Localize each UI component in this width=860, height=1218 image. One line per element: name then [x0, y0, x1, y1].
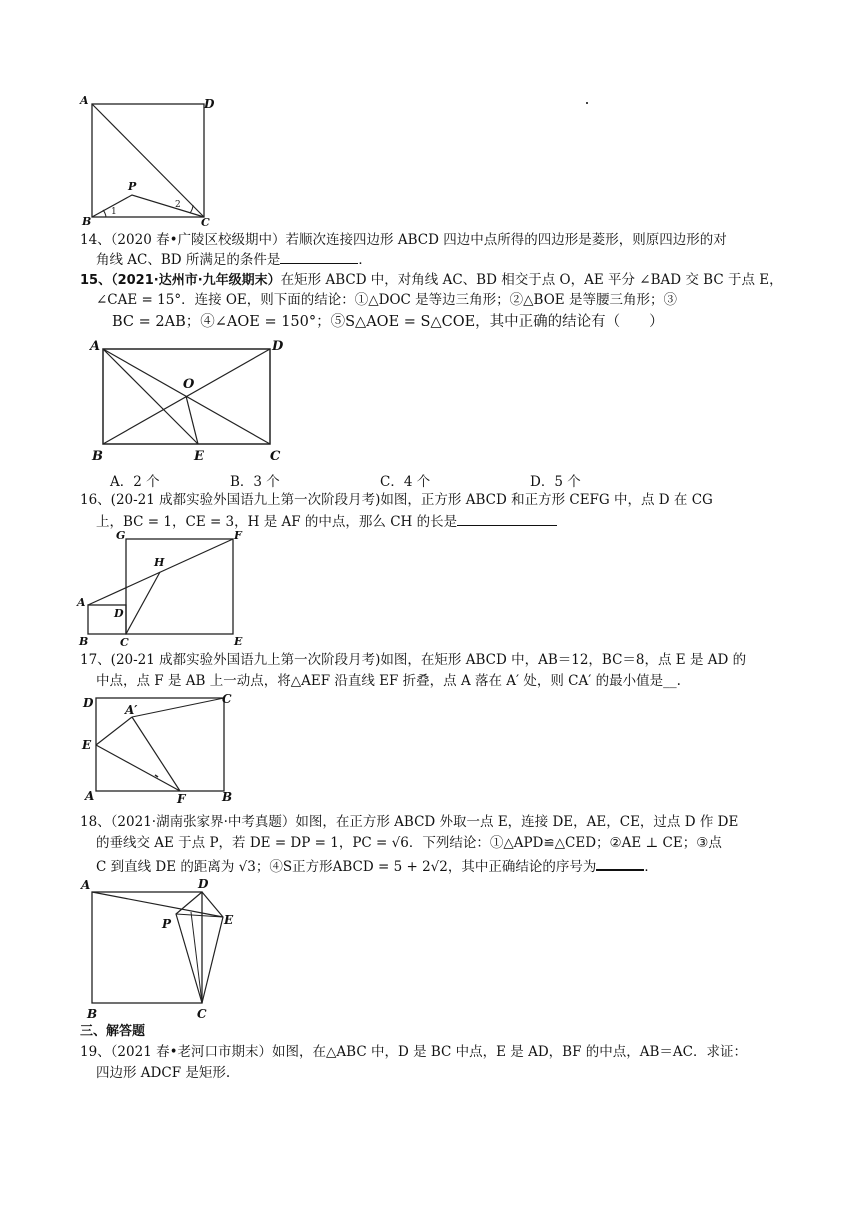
label-C: C	[270, 449, 281, 464]
label-B: B	[82, 215, 92, 227]
label-B: B	[87, 1007, 98, 1021]
figure-q15	[88, 336, 298, 466]
label-E: E	[224, 913, 234, 927]
q16-answer-blank[interactable]	[457, 525, 557, 526]
label-P: P	[128, 180, 137, 193]
label-A: A	[81, 878, 91, 892]
q19-line2: 四边形 ADCF 是矩形.	[96, 1065, 231, 1081]
label-E: E	[194, 449, 204, 464]
label-O: O	[183, 377, 195, 392]
label-C: C	[222, 692, 232, 706]
q16-line1: 16、(20-21 成都实验外国语九上第一次阶段月考)如图，正方形 ABCD 和正方形 CEFG 中，点 D 在 CG	[80, 492, 713, 508]
q15-line3: BC = 2AB；④∠AOE = 150°；⑤S△AOE = S△COE，其中正确的结论有（ ）	[112, 314, 664, 330]
q15-option-b[interactable]: B．3 个	[230, 474, 280, 490]
q17-line1: 17、(20-21 成都实验外国语九上第一次阶段月考)如图，在矩形 ABCD 中，AB＝12，BC＝8，点 E 是 AD 的	[80, 652, 747, 668]
q18-answer-blank[interactable]	[596, 869, 644, 871]
q18-line1: 18、（2021·湖南张家界·中考真题）如图，在正方形 ABCD 外取一点 E，连接 DE，AE，CE，过点 D 作 DE	[80, 814, 739, 830]
label-E: E	[234, 635, 243, 648]
label-D: D	[272, 339, 284, 354]
label-A: A	[80, 94, 89, 107]
q16-line2: 上，BC = 1，CE = 3，H 是 AF 的中点，那么 CH 的长是	[96, 513, 557, 531]
label-D: D	[83, 696, 94, 710]
label-P: P	[162, 917, 172, 931]
figure-q16	[76, 528, 256, 648]
q17-line2: 中点，点 F 是 AB 上一动点，将△AEF 沿直线 EF 折叠，点 A 落在 A′ 处，则 CA′ 的最小值是__.	[96, 673, 681, 689]
figure-q18	[78, 872, 258, 1022]
label-C: C	[120, 636, 129, 648]
label-D: D	[114, 607, 124, 620]
label-B: B	[222, 790, 233, 804]
label-B: B	[92, 449, 103, 464]
label-F: F	[177, 792, 186, 806]
q15-option-c[interactable]: C．4 个	[380, 474, 431, 490]
q14-line1: 14、（2020 春•广陵区校级期中）若顺次连接四边形 ABCD 四边中点所得的四边形是菱形，则原四边形的对	[80, 232, 727, 248]
label-F: F	[234, 529, 242, 542]
q14-line2: 角线 AC、BD 所满足的条件是 ．	[96, 252, 372, 268]
section-heading: 三、解答题	[80, 1024, 146, 1039]
q15-source: 15、（2021·达州市·九年级期末）	[80, 273, 281, 288]
angle-1-label: 1	[111, 207, 117, 217]
q19-line1: 19、（2021 春•老河口市期末）如图，在△ABC 中，D 是 BC 中点，E 是 AD，BF 的中点，AB＝AC．求证：	[80, 1044, 747, 1060]
label-A: A	[90, 339, 101, 354]
label-A: A	[77, 596, 86, 609]
label-A: A	[85, 789, 95, 803]
q15-line1: 15、（2021·达州市·九年级期末）在矩形 ABCD 中，对角线 AC、BD 相交于点 O，AE 平分 ∠BAD 交 BC 于点 E，	[80, 272, 783, 288]
label-G: G	[116, 529, 126, 542]
label-D: D	[198, 877, 209, 891]
q18-line2: 的垂线交 AE 于点 P，若 DE = DP = 1，PC = √6．下列结论：①△APD≌△CED；②AE ⊥ CE；③点	[96, 835, 722, 851]
q18-line3: C 到直线 DE 的距离为 √3；④S正方形ABCD = 5 + 2√2，其中正确结论的序号为 ．	[96, 859, 658, 875]
label-A-prime: A′	[125, 703, 138, 717]
label-H: H	[154, 556, 165, 569]
label-B: B	[79, 635, 89, 648]
label-C: C	[197, 1007, 207, 1021]
label-D: D	[204, 97, 215, 111]
q15-option-d[interactable]: D．5 个	[530, 474, 581, 490]
label-E: E	[82, 738, 92, 752]
figure-q13	[78, 92, 218, 227]
q15-option-a[interactable]: A．2 个	[110, 474, 160, 490]
angle-2-label: 2	[175, 200, 181, 210]
figure-q17	[80, 690, 242, 808]
q15-line2: ∠CAE = 15°．连接 OE，则下面的结论：①△DOC 是等边三角形；②△BOE 是等腰三角形；③	[96, 292, 677, 308]
label-C: C	[201, 216, 210, 227]
stray-dot	[586, 102, 588, 104]
q14-answer-blank[interactable]	[280, 263, 358, 264]
